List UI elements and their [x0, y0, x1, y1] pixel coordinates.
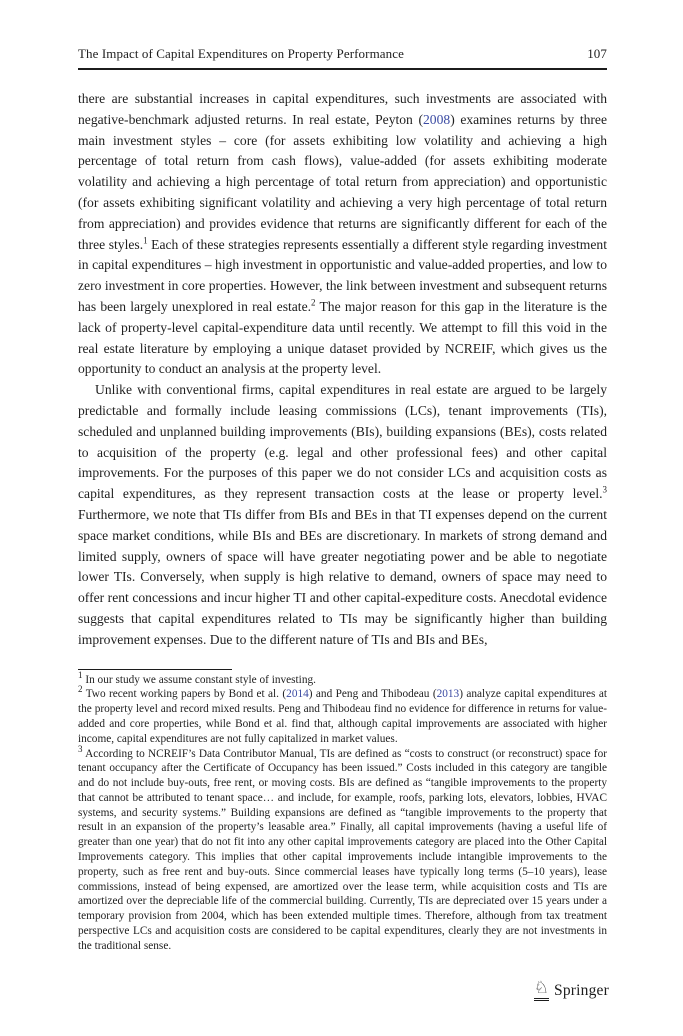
text-run: In our study we assume constant style of investing.	[82, 673, 316, 686]
body-text	[78, 89, 607, 651]
citation-link[interactable]: 2008	[423, 111, 451, 127]
header-rule	[78, 68, 607, 70]
footnote-marker: 1	[78, 669, 83, 680]
text-run: Each of these strategies represents essentially a different style regarding investment in capital expenditures – high investment in opportunistic and value-added properties, and low to zero investment in core properties. However, the link between investment and subsequent returns has been largely unexplored in real estate.	[78, 236, 607, 314]
springer-wordmark: Springer	[554, 981, 609, 999]
paragraph	[78, 380, 607, 650]
footnote-marker: 2	[78, 684, 83, 695]
text-run: Unlike with conventional firms, capital expenditures in real estate are argued to be largely predictable and formally include leasing commissions (LCs), tenant improvements (TIs), scheduled and unplanned building improvements (BIs), building expansions (BEs), costs related to acquisition of the property (e.g. legal and other professional fees) and other capital improvements. For the purposes of this paper we do not consider LCs and acquisition costs as capital expenditures, as they represent transaction costs at the lease or property level.	[78, 382, 607, 502]
footnote	[78, 669, 607, 688]
text-run: there are substantial increases in capital expenditures, such investments are associated with negative-benchmark adjusted returns. In real estate, Peyton (	[78, 91, 607, 127]
running-title: The Impact of Capital Expenditures on Property Performance	[78, 46, 405, 61]
footnote-marker: 3	[78, 743, 83, 754]
running-header	[78, 46, 607, 62]
text-run: Two recent working papers by Bond et al. (	[82, 688, 287, 701]
citation-link[interactable]: 2013	[436, 688, 460, 701]
footnote-marker: 2	[311, 297, 316, 308]
footnote-separator	[78, 669, 232, 670]
citation-link[interactable]: 2014	[286, 688, 309, 701]
publisher-logo	[534, 980, 609, 1001]
text-run: Furthermore, we note that TIs differ from BIs and BEs in that TI expenses depend on the current space market conditions, while BIs and BEs are discretionary. In markets of strong demand and limited supply, owners of space will have greater negotiating power and be able to negotiate lower TIs. Conversely, when supply is high relative to demand, owners of space may need to offer rent concessions and incur higher TI and other capital-expediture costs. Anecdotal evidence suggests that capital expenditures related to TIs may be significantly higher than building improvement expenses. Due to the different nature of TIs and BIs and BEs,	[78, 506, 607, 647]
text-run: ) and Peng and Thibodeau (	[308, 688, 437, 701]
text-run: ) examines returns by three main investment styles – core (for assets exhibiting low volatility and achieving a high percentage of total return from cash flows), value-added (for assets exhibiting moderate volatility and achieving a high percentage of total return from appreciation) and opportunistic (for assets exhibiting significant volatility and achieving a very high percentage of total return from appreciation) and provides evidence that returns are significantly different for each of the three styles.	[78, 111, 607, 252]
text-run: ) analyze capital expenditures at the property level and record mixed results. Peng and Thibodeau find no evidence for difference in returns for value-added and core properties, while Bond et al. find that, although capital improvements are associated with higher income, capital expenditures are not fully capitalized in market values.	[78, 688, 608, 745]
springer-horse-icon: ♘	[534, 980, 549, 1001]
text-run: The major reason for this gap in the literature is the lack of property-level capital-expenditure data until recently. We attempt to fill this void in the real estate literature by employing a unique dataset provided by NCREIF, which gives us the opportunity to conduct an analysis at the property level.	[78, 298, 607, 377]
footnotes-section	[78, 669, 608, 954]
footnote	[78, 743, 607, 954]
footnote-marker: 3	[602, 484, 607, 495]
paragraph	[78, 89, 607, 380]
text-run: According to NCREIF’s Data Contributor Manual, TIs are defined as “costs to construct (or reconstruct) space for tenant occupancy after the Certificate of Occupancy has been issued.” Costs included in this category are tangible and do not include buy-outs, free rent, or moving costs. BIs are defined as “tangible improvements to the property that cannot be attributed to tenant space… and include, for example, roofs, parking lots, elevators, lobbies, HVAC systems, and security systems.” Building expansions are defined as “tangible improvements to the property that result in an expansion of the property’s leasable area.” Finally, all capital improvements (having a useful life of greater than one year) that do not fit into any other capital improvements category are placed into the Other Capital Improvements category. This implies that other capital improvements include intangible improvements to the property, such as free rent and buy-outs. Since commercial leases have typically long terms (5–10 years), lease commissions, instead of being expensed, are amortized over the lease term, while acquisition costs and TIs are amortized over the depreciable life of the commercial building. Currently, TIs are depreciated over 15 years under a temporary provision from 2004, which has been extended multiple times. Therefore, although from tax treatment perspective LCs and acquisition costs are considered to be capital expenditures, clearly they are not investments in the traditional sense.	[78, 747, 607, 952]
footnote-marker: 1	[143, 235, 148, 246]
footnote	[78, 684, 608, 746]
page-content	[78, 46, 607, 954]
page-number: 107	[587, 46, 607, 61]
